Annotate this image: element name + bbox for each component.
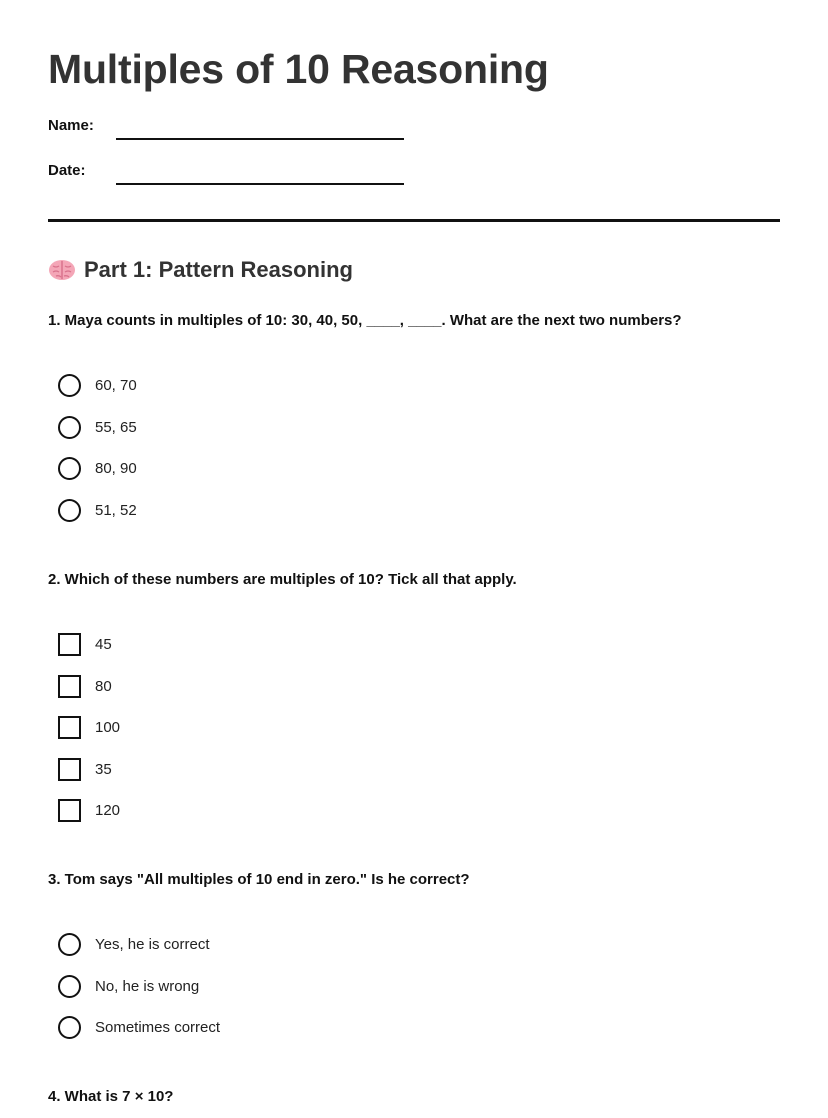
date-field (48, 162, 404, 179)
option-label: 60, 70 (95, 376, 137, 394)
question-1: 1. Maya counts in multiples of 10: 30, 40, 50, ____, ____. What are the next two numbers? (48, 312, 682, 329)
option-label: 55, 65 (95, 418, 137, 436)
q1-option-2[interactable] (58, 415, 137, 439)
page-title: Multiples of 10 Reasoning (48, 46, 549, 92)
date-label: Date: (48, 162, 86, 179)
date-input-line[interactable] (116, 165, 404, 185)
question-2: 2. Which of these numbers are multiples of 10? Tick all that apply. (48, 571, 517, 588)
q1-option-1[interactable] (58, 373, 137, 397)
q3-option-1[interactable] (58, 932, 210, 956)
question-3: 3. Tom says "All multiples of 10 end in zero." Is he correct? (48, 871, 470, 888)
checkbox[interactable] (58, 716, 81, 739)
radio-button[interactable] (58, 1016, 81, 1039)
q2-option-3[interactable] (58, 715, 120, 739)
question-4: 4. What is 7 × 10? (48, 1088, 174, 1105)
option-label: 51, 52 (95, 501, 137, 519)
radio-button[interactable] (58, 374, 81, 397)
q1-option-3[interactable] (58, 456, 137, 480)
option-label: No, he is wrong (95, 977, 200, 995)
option-label: 100 (95, 718, 121, 736)
checkbox[interactable] (58, 633, 81, 656)
option-label: Sometimes correct (95, 1018, 221, 1036)
checkbox[interactable] (58, 758, 81, 781)
q3-option-3[interactable] (58, 1015, 220, 1039)
option-label: 35 (95, 760, 112, 778)
radio-button[interactable] (58, 975, 81, 998)
option-label: 80 (95, 677, 112, 695)
q3-option-2[interactable] (58, 974, 199, 998)
radio-button[interactable] (58, 499, 81, 522)
name-input-line[interactable] (116, 120, 404, 140)
checkbox[interactable] (58, 675, 81, 698)
brain-icon (48, 258, 76, 282)
name-field (48, 117, 404, 134)
section-heading (48, 257, 353, 283)
section-title: Part 1: Pattern Reasoning (84, 257, 353, 282)
name-label: Name: (48, 117, 94, 134)
checkbox[interactable] (58, 799, 81, 822)
q2-option-2[interactable] (58, 674, 112, 698)
option-label: 120 (95, 801, 121, 819)
q1-option-4[interactable] (58, 498, 137, 522)
radio-button[interactable] (58, 416, 81, 439)
q2-option-5[interactable] (58, 798, 120, 822)
option-label: Yes, he is correct (95, 935, 210, 953)
radio-button[interactable] (58, 933, 81, 956)
radio-button[interactable] (58, 457, 81, 480)
header-divider (48, 219, 780, 222)
option-label: 80, 90 (95, 459, 137, 477)
q2-option-4[interactable] (58, 757, 112, 781)
option-label: 45 (95, 635, 112, 653)
q2-option-1[interactable] (58, 632, 112, 656)
